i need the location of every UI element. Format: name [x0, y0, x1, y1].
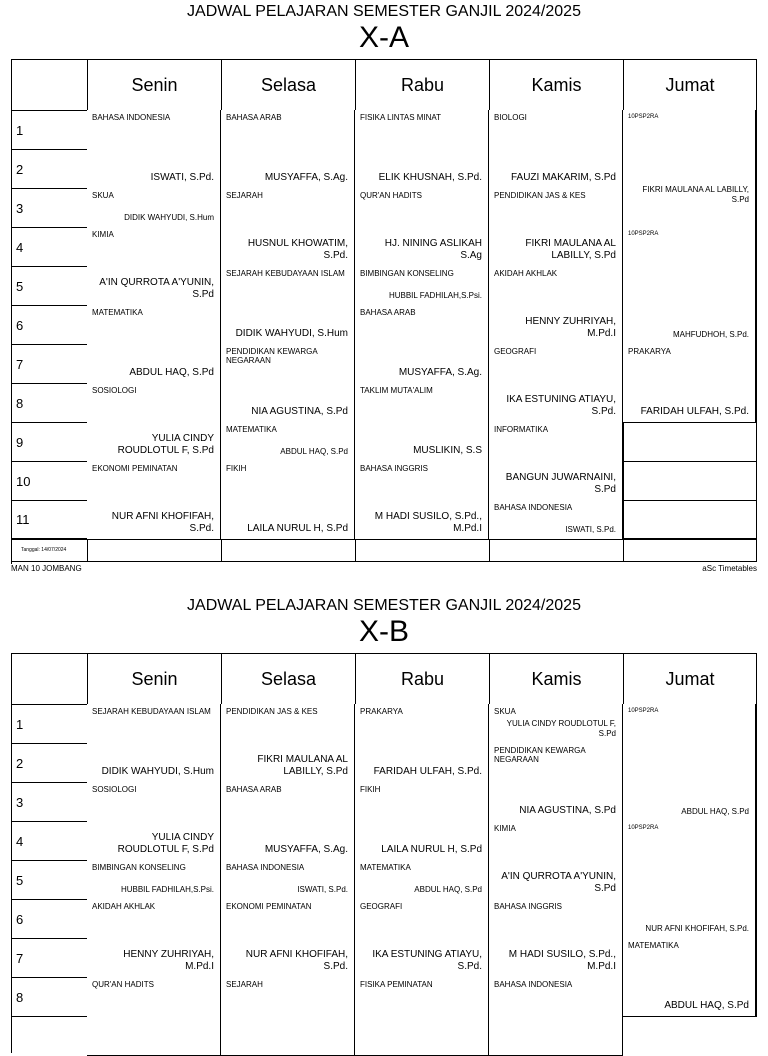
subject-label: 10PSP2RA	[628, 231, 659, 237]
subject-label: EKONOMI PEMINATAN	[92, 464, 178, 473]
teacher-label: ABDUL HAQ, S.Pd	[129, 367, 214, 378]
teacher-label: M HADI SUSILO, S.Pd., M.Pd.I	[508, 949, 616, 972]
subject-label: PRAKARYA	[628, 347, 671, 356]
subject-label: FISIKA PEMINATAN	[360, 980, 433, 989]
software-credit: aSc Timetables	[702, 564, 757, 573]
lesson-block[interactable]	[221, 266, 355, 345]
corner-cell	[12, 654, 88, 705]
day-header-senin: Senin	[88, 60, 222, 111]
teacher-label: YULIA CINDY ROUDLOTUL F, S.Pd	[117, 832, 214, 855]
lesson-block[interactable]	[489, 977, 623, 1056]
teacher-label: IKA ESTUNING ATIAYU, S.Pd.	[506, 394, 616, 417]
teacher-label: NUR AFNI KHOFIFAH, S.Pd.	[245, 949, 348, 972]
lesson-block[interactable]	[355, 461, 489, 540]
subject-label: MATEMATIKA	[92, 308, 143, 317]
subject-label: QUR'AN HADITS	[360, 191, 422, 200]
teacher-label: FAUZI MAKARIM, S.Pd	[510, 172, 616, 183]
period-label: 7	[12, 345, 88, 384]
lesson-block[interactable]	[87, 227, 221, 306]
day-header-row	[12, 60, 757, 111]
subject-label: SEJARAH KEBUDAYAAN ISLAM	[226, 269, 345, 278]
period-label: 3	[12, 189, 88, 228]
teacher-label: ELIK KHUSNAH, S.Pd.	[378, 172, 482, 183]
lesson-block[interactable]	[221, 860, 355, 900]
lesson-block[interactable]	[87, 704, 221, 783]
lesson-block[interactable]	[489, 422, 623, 501]
subject-label: AKIDAH AKHLAK	[92, 902, 156, 911]
timetable-xb	[11, 653, 757, 1053]
day-header-jumat: Jumat	[624, 654, 757, 705]
subject-label: BAHASA INDONESIA	[494, 503, 573, 512]
lesson-block[interactable]	[87, 188, 221, 228]
teacher-label: FIKRI MAULANA AL LABILLY, S.Pd	[642, 185, 749, 204]
period-label: 2	[12, 150, 88, 189]
lesson-block[interactable]	[221, 704, 355, 783]
lesson-block[interactable]	[489, 899, 623, 978]
teacher-label: A'IN QURROTA A'YUNIN, S.Pd	[501, 871, 616, 894]
subject-label: PRAKARYA	[360, 707, 403, 716]
day-header-rabu: Rabu	[356, 60, 490, 111]
schedule-title-xa: JADWAL PELAJARAN SEMESTER GANJIL 2024/2025	[187, 3, 581, 20]
lesson-block[interactable]	[221, 110, 355, 189]
period-label: 4	[12, 228, 88, 267]
subject-label: FISIKA LINTAS MINAT	[360, 113, 442, 122]
lesson-block[interactable]	[355, 305, 489, 384]
schedule-title-xb: JADWAL PELAJARAN SEMESTER GANJIL 2024/2025	[187, 597, 581, 614]
teacher-label: FARIDAH ULFAH, S.Pd.	[373, 766, 482, 777]
teacher-label: YULIA CINDY ROUDLOTUL F, S.Pd	[506, 719, 616, 738]
subject-label: SEJARAH	[226, 191, 263, 200]
lesson-block[interactable]	[87, 461, 221, 540]
subject-label: 10PSP2RA	[628, 825, 659, 831]
day-header-kamis: Kamis	[490, 60, 624, 111]
subject-label: BIOLOGI	[494, 113, 527, 122]
corner-cell	[12, 60, 88, 111]
subject-label: KIMIA	[494, 824, 516, 833]
teacher-label: NUR AFNI KHOFIFAH, S.Pd.	[645, 924, 749, 933]
subject-label: SKUA	[92, 191, 114, 200]
lesson-block[interactable]	[355, 383, 489, 462]
lesson-block[interactable]	[489, 821, 623, 900]
teacher-label: BANGUN JUWARNAINI, S.Pd	[505, 472, 616, 495]
period-label: 1	[12, 705, 88, 744]
period-label: 6	[12, 900, 88, 939]
subject-label: SOSIOLOGI	[92, 785, 137, 794]
lesson-block[interactable]	[355, 977, 489, 1056]
subject-label: BIMBINGAN KONSELING	[360, 269, 454, 278]
subject-label: PENDIDIKAN KEWARGA NEGARAAN	[494, 746, 586, 764]
teacher-label: MUSYAFFA, S.Ag.	[264, 844, 348, 855]
teacher-label: NUR AFNI KHOFIFAH, S.Pd.	[111, 511, 214, 534]
subject-label: FIKIH	[360, 785, 381, 794]
subject-label: BAHASA INGGRIS	[494, 902, 563, 911]
teacher-label: HENNY ZUHRIYAH, M.Pd.I	[123, 949, 214, 972]
subject-label: SEJARAH	[226, 980, 263, 989]
teacher-label: NIA AGUSTINA, S.Pd	[251, 406, 348, 417]
subject-label: 10PSP2RA	[628, 114, 659, 120]
class-name-xa: X-A	[358, 21, 409, 54]
lesson-block[interactable]	[355, 188, 489, 267]
teacher-label: HENNY ZUHRIYAH, M.Pd.I	[525, 316, 616, 339]
lesson-block[interactable]	[87, 860, 221, 900]
subject-label: 10PSP2RA	[628, 708, 659, 714]
subject-label: BAHASA ARAB	[360, 308, 416, 317]
teacher-label: MUSLIKIN, S.S	[413, 445, 482, 456]
subject-label: AKIDAH AKHLAK	[494, 269, 558, 278]
day-header-row	[12, 654, 757, 705]
subject-label: INFORMATIKA	[494, 425, 549, 434]
lesson-block[interactable]	[87, 977, 221, 1056]
lesson-block[interactable]	[623, 227, 756, 345]
period-label: 2	[12, 744, 88, 783]
lesson-block[interactable]	[489, 266, 623, 345]
subject-label: GEOGRAFI	[494, 347, 537, 356]
lesson-block[interactable]	[87, 383, 221, 462]
period-label: 8	[12, 978, 88, 1017]
subject-label: FIKIH	[226, 464, 247, 473]
teacher-label: LAILA NURUL H, S.Pd	[247, 523, 348, 534]
school-name: MAN 10 JOMBANG	[11, 564, 82, 573]
teacher-label: HUBBIL FADHILAH,S.Psi.	[388, 291, 482, 300]
subject-label: BAHASA INDONESIA	[226, 863, 305, 872]
subject-label: BAHASA INDONESIA	[92, 113, 171, 122]
subject-label: BIMBINGAN KONSELING	[92, 863, 186, 872]
teacher-label: FARIDAH ULFAH, S.Pd.	[640, 406, 749, 417]
period-label: 11	[12, 501, 88, 539]
day-header-senin: Senin	[88, 654, 222, 705]
lesson-block[interactable]	[221, 422, 355, 462]
subject-label: KIMIA	[92, 230, 114, 239]
period-label: 1	[12, 111, 88, 150]
period-label: 9	[12, 423, 88, 462]
teacher-label: MAHFUDHOH, S.Pd.	[672, 330, 749, 339]
teacher-label: FIKRI MAULANA AL LABILLY, S.Pd	[257, 754, 348, 777]
subject-label: MATEMATIKA	[226, 425, 277, 434]
subject-label: TAKLIM MUTA'ALIM	[360, 386, 433, 395]
subject-label: PENDIDIKAN KEWARGA NEGARAAN	[226, 347, 318, 365]
lesson-block[interactable]	[489, 704, 623, 744]
period-label: 7	[12, 939, 88, 978]
subject-label: QUR'AN HADITS	[92, 980, 154, 989]
teacher-label: ABDUL HAQ, S.Pd	[664, 1000, 749, 1011]
teacher-label: LAILA NURUL H, S.Pd	[381, 844, 482, 855]
teacher-label: ABDUL HAQ, S.Pd	[280, 447, 348, 456]
day-header-jumat: Jumat	[624, 60, 757, 111]
lesson-block[interactable]	[221, 188, 355, 267]
lesson-block[interactable]	[355, 110, 489, 189]
teacher-label: ABDUL HAQ, S.Pd	[681, 807, 749, 816]
teacher-label: MUSYAFFA, S.Ag.	[398, 367, 482, 378]
lesson-block[interactable]	[87, 110, 221, 189]
teacher-label: YULIA CINDY ROUDLOTUL F, S.Pd	[117, 433, 214, 456]
day-header-selasa: Selasa	[222, 654, 356, 705]
subject-label: PENDIDIKAN JAS & KES	[226, 707, 318, 716]
teacher-label: HUBBIL FADHILAH,S.Psi.	[120, 885, 214, 894]
subject-label: BAHASA ARAB	[226, 113, 282, 122]
teacher-label: NIA AGUSTINA, S.Pd	[519, 805, 616, 816]
lesson-block[interactable]	[623, 704, 756, 822]
lesson-block[interactable]	[489, 743, 623, 822]
teacher-label: IKA ESTUNING ATIAYU, S.Pd.	[372, 949, 482, 972]
day-header-rabu: Rabu	[356, 654, 490, 705]
subject-label: SKUA	[494, 707, 516, 716]
date-stamp: Tanggal: 14/07/2024	[21, 547, 67, 553]
lesson-block[interactable]	[623, 938, 756, 1017]
lesson-block[interactable]	[221, 899, 355, 978]
lesson-block[interactable]	[355, 860, 489, 900]
lesson-block[interactable]	[489, 110, 623, 189]
teacher-label: M HADI SUSILO, S.Pd., M.Pd.I	[374, 511, 482, 534]
period-label: 3	[12, 783, 88, 822]
lesson-block[interactable]	[221, 344, 355, 423]
teacher-label: DIDIK WAHYUDI, S.Hum	[101, 766, 214, 777]
subject-label: MATEMATIKA	[628, 941, 679, 950]
teacher-label: ISWATI, S.Pd.	[150, 172, 214, 183]
teacher-label: ABDUL HAQ, S.Pd	[414, 885, 482, 894]
teacher-label: FIKRI MAULANA AL LABILLY, S.Pd	[525, 238, 616, 261]
teacher-label: ISWATI, S.Pd.	[565, 525, 616, 534]
period-label: 8	[12, 384, 88, 423]
day-header-kamis: Kamis	[490, 654, 624, 705]
lesson-block[interactable]	[623, 821, 756, 939]
period-label: 5	[12, 861, 88, 900]
period-label: 6	[12, 306, 88, 345]
teacher-label: MUSYAFFA, S.Ag.	[264, 172, 348, 183]
subject-label: BAHASA ARAB	[226, 785, 282, 794]
subject-label: MATEMATIKA	[360, 863, 411, 872]
lesson-block[interactable]	[623, 110, 756, 228]
subject-label: EKONOMI PEMINATAN	[226, 902, 312, 911]
lesson-block[interactable]	[221, 977, 355, 1056]
subject-label: PENDIDIKAN JAS & KES	[494, 191, 586, 200]
lesson-block[interactable]	[355, 704, 489, 783]
lesson-block[interactable]	[489, 344, 623, 423]
period-label: 10	[12, 462, 88, 501]
period-label: 4	[12, 822, 88, 861]
lesson-block[interactable]	[221, 461, 355, 540]
subject-label: SOSIOLOGI	[92, 386, 137, 395]
teacher-label: A'IN QURROTA A'YUNIN, S.Pd	[99, 277, 214, 300]
teacher-label: DIDIK WAHYUDI, S.Hum	[124, 213, 214, 222]
lesson-block[interactable]	[355, 266, 489, 306]
lesson-block[interactable]	[489, 188, 623, 267]
subject-label: BAHASA INGGRIS	[360, 464, 429, 473]
lesson-block[interactable]	[623, 344, 756, 423]
period-label: 5	[12, 267, 88, 306]
timetable-xa	[11, 59, 757, 564]
lesson-block[interactable]	[221, 782, 355, 861]
lesson-block[interactable]	[355, 899, 489, 978]
teacher-label: DIDIK WAHYUDI, S.Hum	[235, 328, 348, 339]
lesson-block[interactable]	[489, 500, 623, 540]
lesson-block[interactable]	[87, 899, 221, 978]
day-header-selasa: Selasa	[222, 60, 356, 111]
lesson-block[interactable]	[355, 782, 489, 861]
teacher-label: HJ. NINING ASLIKAH S.Ag	[384, 238, 482, 261]
class-name-xb: X-B	[358, 615, 409, 648]
teacher-label: HUSNUL KHOWATIM, S.Pd.	[247, 238, 348, 261]
lesson-block[interactable]	[87, 305, 221, 384]
subject-label: SEJARAH KEBUDAYAAN ISLAM	[92, 707, 211, 716]
subject-label: GEOGRAFI	[360, 902, 403, 911]
subject-label: BAHASA INDONESIA	[494, 980, 573, 989]
lesson-block[interactable]	[87, 782, 221, 861]
teacher-label: ISWATI, S.Pd.	[297, 885, 348, 894]
